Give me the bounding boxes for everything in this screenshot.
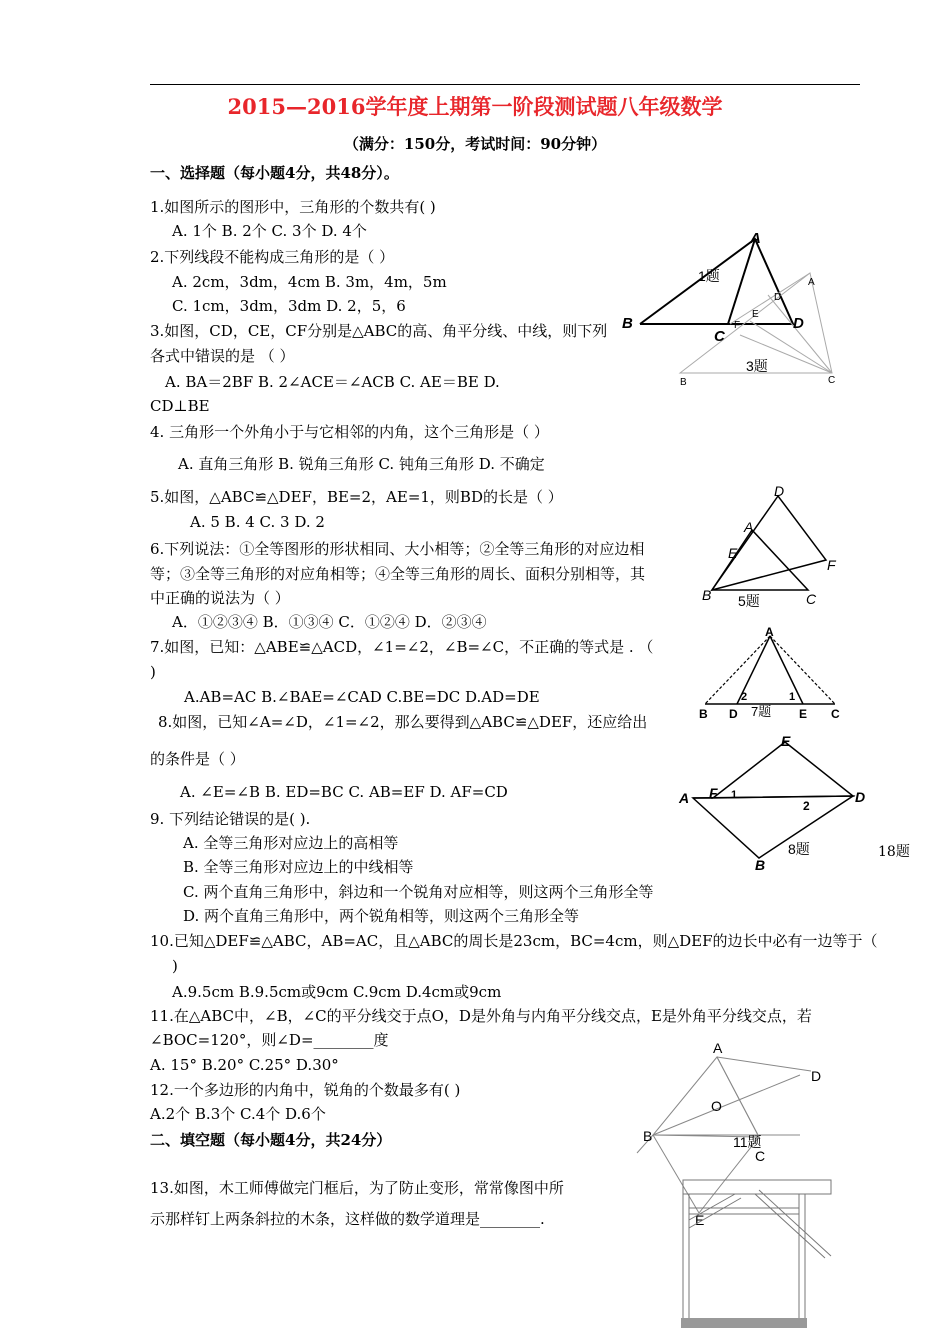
fig11-label-e: E (695, 1212, 705, 1228)
fig11-label-c: C (755, 1148, 766, 1164)
q7-options: A.AB=AC B.∠BAE=∠CAD C.BE=DC D.AD=DE (184, 688, 540, 706)
q8-stem-2: 的条件是（ ） (150, 750, 245, 768)
fig5-label-a: A (744, 519, 754, 535)
q4-options: A. 直角三角形 B. 锐角三角形 C. 钝角三角形 D. 不确定 (178, 455, 545, 473)
figure-q8 (675, 730, 875, 870)
q1-stem: 1.如图所示的图形中，三角形的个数共有( ) (150, 198, 436, 216)
q2-stem: 2.下列线段不能构成三角形的是（ ） (150, 248, 395, 266)
q13-stem-2: 示那样钉上两条斜拉的木条，这样做的数学道理是________. (150, 1210, 545, 1228)
q10-options: A.9.5cm B.9.5cm或9cm C.9cm D.4cm或9cm (172, 983, 502, 1001)
fig3-label-f: F (734, 320, 741, 331)
fig8-angle-2: 2 (803, 799, 810, 813)
fig8-label-a: A (679, 790, 690, 806)
q9-option-c: C. 两个直角三角形中，斜边和一个锐角对应相等，则这两个三角形全等 (183, 883, 654, 901)
q5-stem: 5.如图，△ABC≌△DEF，BE=2，AE=1，则BD的长是（ ） (150, 488, 563, 506)
q6-stem-3: 中正确的说法为（ ） (150, 589, 290, 607)
figure-q1-q3 (610, 225, 850, 395)
q6-options: A．①②③④ B．①③④ C．①②④ D．②③④ (172, 613, 487, 631)
fig11-label-a: A (713, 1040, 723, 1056)
fig11-label-o: O (711, 1098, 722, 1114)
fig1-caption: 1题 (698, 268, 720, 284)
fig7-label-c: C (831, 707, 840, 721)
q3-options-cont: CD⊥BE (150, 397, 210, 415)
fig7-angle-1: 1 (789, 691, 796, 703)
fig3-caption: 3题 (746, 358, 768, 374)
q8-stem-1: 8.如图，已知∠A=∠D，∠1=∠2，那么要得到△ABC≌△DEF，还应给出 (158, 713, 648, 731)
fig5-label-d: D (774, 483, 785, 499)
figure-q5 (690, 482, 850, 612)
q7-stem-2: ) (150, 663, 156, 681)
q6-stem-2: 等；③全等三角形的对应角相等；④全等三角形的周长、面积分别相等，其 (150, 565, 646, 583)
q2-options-1: A. 2cm，3dm，4cm B. 3m，4m，5m (172, 273, 447, 291)
q9-stem: 9. 下列结论错误的是( ). (150, 810, 311, 828)
section2-heading: 二、填空题（每小题4分，共24分） (150, 1131, 392, 1149)
q3-options: A. BA＝2BF B. 2∠ACE＝∠ACB C. AE＝BE D. (165, 373, 500, 391)
fig7-label-a: A (765, 625, 774, 639)
figure-q13-door-frame (675, 1178, 840, 1328)
q9-option-a: A. 全等三角形对应边上的高相等 (183, 834, 399, 852)
fig8-label-d: D (855, 789, 866, 805)
fig3-label-c: C (828, 375, 836, 386)
fig7-label-b: B (699, 707, 708, 721)
fig5-label-f: F (827, 557, 836, 573)
q1-options: A. 1个 B. 2个 C. 3个 D. 4个 (172, 222, 367, 240)
figure-q7 (695, 622, 855, 722)
q5-options: A. 5 B. 4 C. 3 D. 2 (190, 513, 325, 531)
q12-options: A.2个 B.3个 C.4个 D.6个 (150, 1105, 326, 1123)
fig8-angle-1: 1 (731, 789, 738, 801)
q11-stem-1: 11.在△ABC中，∠B，∠C的平分线交于点O，D是外角与内角平分线交点，E是外角平分线交点，若 (150, 1007, 812, 1025)
fig7-label-e: E (799, 707, 808, 721)
q7-stem-1: 7.如图，已知：△ABE≌△ACD，∠1=∠2，∠B=∠C，不正确的等式是 . （ (150, 638, 654, 656)
fig11-label-b: B (643, 1128, 653, 1144)
q10-stem-1: 10.已知△DEF≌△ABC，AB=AC，且△ABC的周长是23cm，BC=4cm，则△DEF的边长中必有一边等于（ (150, 932, 878, 950)
q9-option-d: D. 两个直角三角形中，两个锐角相等，则这两个三角形全等 (183, 907, 580, 925)
fig11-label-d: D (811, 1068, 822, 1084)
fig1-label-a: A (750, 230, 761, 247)
fig3-label-a: A (808, 277, 815, 288)
fig3-label-d: D (774, 292, 782, 303)
fig1-label-d: D (793, 315, 804, 332)
exam-title: 2015—2016学年度上期第一阶段测试题八年级数学 (227, 94, 723, 119)
q3-stem-2: 各式中错误的是 （ ） (150, 347, 295, 365)
q4-stem: 4. 三角形一个外角小于与它相邻的内角，这个三角形是（ ） (150, 423, 549, 441)
q9-option-b: B. 全等三角形对应边上的中线相等 (183, 858, 414, 876)
fig7-angle-2: 2 (741, 691, 748, 703)
q6-stem-1: 6.下列说法：①全等图形的形状相同、大小相等；②全等三角形的对应边相 (150, 540, 645, 558)
q13-stem-1: 13.如图，木工师傅做完门框后，为了防止变形，常常像图中所 (150, 1179, 564, 1197)
fig1-label-b: B (622, 315, 633, 332)
q11-stem-2: ∠BOC=120°，则∠D=________度 (150, 1031, 389, 1049)
fig8-caption: 8题 (788, 841, 810, 857)
header-rule (150, 84, 860, 85)
fig3-label-b: B (680, 377, 687, 388)
q11-options: A. 15° B.20° C.25° D.30° (150, 1056, 339, 1074)
fig7-label-d: D (729, 707, 738, 721)
door-frame-base (681, 1318, 807, 1328)
q2-options-2: C. 1cm，3dm，3dm D. 2，5，6 (172, 297, 406, 315)
fig3-label-e: E (752, 309, 759, 320)
fig1-label-c: C (714, 328, 725, 345)
section1-heading: 一、选择题（每小题4分，共48分）。 (150, 164, 399, 182)
fig7-caption: 7题 (751, 704, 772, 719)
fig11-caption: 11题 (733, 1134, 762, 1150)
fig8-label-e: E (781, 733, 791, 749)
fig5-label-e: E (728, 545, 738, 561)
q3-stem-1: 3.如图，CD，CE，CF分别是△ABC的高、角平分线、中线，则下列 (150, 322, 608, 340)
q12-stem: 12.一个多边形的内角中，锐角的个数最多有( ) (150, 1081, 461, 1099)
q8-options: A. ∠E=∠B B. ED=BC C. AB=EF D. AF=CD (180, 783, 508, 801)
exam-subtitle: （满分：150分，考试时间：90分钟） (343, 135, 607, 153)
fig8-label-f: F (709, 785, 718, 801)
stray-figure-label: 18题 (878, 844, 910, 860)
q10-stem-2: ) (172, 957, 178, 975)
fig5-label-b: B (702, 587, 712, 603)
fig8-label-b: B (755, 857, 766, 870)
fig5-caption: 5题 (738, 593, 760, 609)
fig5-label-c: C (806, 591, 817, 607)
